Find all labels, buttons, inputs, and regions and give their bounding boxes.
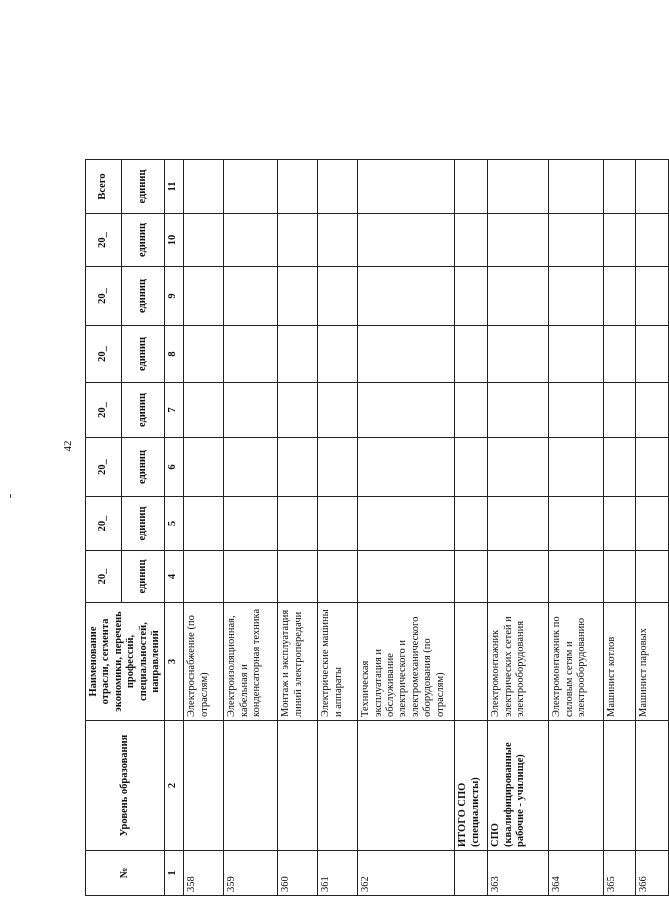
cell bbox=[455, 326, 488, 383]
scan-mark bbox=[10, 494, 11, 498]
cell bbox=[318, 326, 358, 383]
cell bbox=[358, 497, 455, 551]
column-number: 2 bbox=[165, 721, 184, 851]
row-name: Машинист паровых bbox=[636, 603, 669, 721]
cell bbox=[224, 214, 278, 267]
table-row bbox=[278, 160, 318, 896]
column-number: 9 bbox=[165, 267, 184, 326]
table-viewport bbox=[85, 0, 650, 905]
cell bbox=[358, 214, 455, 267]
cell bbox=[455, 551, 488, 603]
row-name: Электроснабжение (по отраслям) bbox=[184, 603, 224, 721]
row-number: 365 bbox=[604, 851, 636, 896]
cell bbox=[604, 383, 636, 438]
cell bbox=[318, 383, 358, 438]
cell bbox=[549, 383, 604, 438]
cell bbox=[604, 267, 636, 326]
header-name: Наименование отрасли, сегмента экономики, перечень профессий, специальностей, направлений bbox=[86, 603, 165, 721]
header-no: № bbox=[86, 851, 165, 896]
cell bbox=[224, 160, 278, 214]
column-number: 7 bbox=[165, 383, 184, 438]
row-number: 361 bbox=[318, 851, 358, 896]
cell bbox=[318, 551, 358, 603]
cell bbox=[604, 497, 636, 551]
cell bbox=[636, 551, 669, 603]
column-number-row bbox=[165, 160, 184, 896]
cell bbox=[224, 438, 278, 497]
table-row bbox=[636, 160, 669, 896]
cell bbox=[636, 160, 669, 214]
cell bbox=[184, 214, 224, 267]
header-year: 20_ bbox=[86, 551, 122, 603]
cell bbox=[184, 160, 224, 214]
header-year: 20_ bbox=[86, 438, 122, 497]
column-number: 1 bbox=[165, 851, 184, 896]
header-unit: единиц bbox=[122, 438, 165, 497]
cell bbox=[549, 326, 604, 383]
table-row bbox=[604, 160, 636, 896]
header-unit: единиц bbox=[122, 160, 165, 214]
row-number: 358 bbox=[184, 851, 224, 896]
cell bbox=[318, 438, 358, 497]
cell bbox=[549, 160, 604, 214]
cell bbox=[455, 438, 488, 497]
column-number: 3 bbox=[165, 603, 184, 721]
cell bbox=[549, 214, 604, 267]
cell bbox=[224, 267, 278, 326]
cell bbox=[184, 551, 224, 603]
cell bbox=[636, 497, 669, 551]
row-level bbox=[636, 721, 669, 851]
cell bbox=[488, 267, 549, 326]
column-number: 11 bbox=[165, 160, 184, 214]
cell bbox=[604, 326, 636, 383]
row-number: 364 bbox=[549, 851, 604, 896]
header-unit: единиц bbox=[122, 267, 165, 326]
cell bbox=[455, 214, 488, 267]
cell bbox=[455, 160, 488, 214]
cell bbox=[358, 438, 455, 497]
cell bbox=[358, 551, 455, 603]
cell bbox=[636, 214, 669, 267]
table-row bbox=[184, 160, 224, 896]
header-unit: единиц bbox=[122, 383, 165, 438]
row-name: Электромонтажник по силовым сетям и электрооборудованию bbox=[549, 603, 604, 721]
header-total: Всего bbox=[86, 160, 122, 214]
header-year: 20_ bbox=[86, 267, 122, 326]
cell bbox=[224, 326, 278, 383]
cell bbox=[636, 383, 669, 438]
cell bbox=[184, 267, 224, 326]
cell bbox=[278, 267, 318, 326]
cell bbox=[318, 214, 358, 267]
cell bbox=[488, 160, 549, 214]
cell bbox=[358, 267, 455, 326]
header-unit: единиц bbox=[122, 326, 165, 383]
cell bbox=[604, 438, 636, 497]
header-unit: единиц bbox=[122, 214, 165, 267]
row-number: 363 bbox=[488, 851, 549, 896]
rotated-sheet bbox=[85, 0, 650, 905]
cell bbox=[184, 497, 224, 551]
cell bbox=[488, 551, 549, 603]
table-row bbox=[488, 160, 549, 896]
cell bbox=[278, 438, 318, 497]
cell bbox=[636, 438, 669, 497]
row-level: ИТОГО СПО (специалисты) bbox=[455, 721, 488, 851]
cell bbox=[184, 383, 224, 438]
row-name: Электрические машины и аппараты bbox=[318, 603, 358, 721]
column-number: 6 bbox=[165, 438, 184, 497]
cell bbox=[604, 551, 636, 603]
table-row-subtotal bbox=[455, 160, 488, 896]
cell bbox=[278, 160, 318, 214]
cell bbox=[358, 160, 455, 214]
table-row bbox=[224, 160, 278, 896]
cell bbox=[278, 497, 318, 551]
cell bbox=[455, 383, 488, 438]
cell bbox=[636, 326, 669, 383]
row-number: 360 bbox=[278, 851, 318, 896]
cell bbox=[278, 326, 318, 383]
cell bbox=[278, 383, 318, 438]
column-number: 10 bbox=[165, 214, 184, 267]
cell bbox=[358, 326, 455, 383]
header-year: 20_ bbox=[86, 326, 122, 383]
row-number: 366 bbox=[636, 851, 669, 896]
column-number: 4 bbox=[165, 551, 184, 603]
row-level bbox=[318, 721, 358, 851]
cell bbox=[636, 267, 669, 326]
registry-table bbox=[85, 159, 669, 896]
row-name: Электромонтажник электрических сетей и электрооборудования bbox=[488, 603, 549, 721]
cell bbox=[224, 383, 278, 438]
row-number bbox=[455, 851, 488, 896]
header-year: 20_ bbox=[86, 214, 122, 267]
row-name: Электроизоляционная, кабельная и конденсаторная техника bbox=[224, 603, 278, 721]
header-unit: единиц bbox=[122, 497, 165, 551]
header-level: Уровень образования bbox=[86, 721, 165, 851]
row-number: 359 bbox=[224, 851, 278, 896]
cell bbox=[318, 497, 358, 551]
row-level bbox=[604, 721, 636, 851]
cell bbox=[224, 551, 278, 603]
cell bbox=[604, 160, 636, 214]
header-year: 20_ bbox=[86, 497, 122, 551]
cell bbox=[455, 267, 488, 326]
row-level bbox=[278, 721, 318, 851]
cell bbox=[318, 267, 358, 326]
header-year: 20_ bbox=[86, 383, 122, 438]
cell bbox=[488, 214, 549, 267]
page-number: 42 bbox=[62, 440, 74, 452]
cell bbox=[488, 497, 549, 551]
row-name: Монтаж и эксплуатация линий электропередачи bbox=[278, 603, 318, 721]
cell bbox=[549, 551, 604, 603]
row-level bbox=[358, 721, 455, 851]
table-row bbox=[358, 160, 455, 896]
cell bbox=[488, 383, 549, 438]
row-level: СПО (квалифицированные рабочие - училище) bbox=[488, 721, 549, 851]
cell bbox=[278, 214, 318, 267]
row-number: 362 bbox=[358, 851, 455, 896]
cell bbox=[549, 438, 604, 497]
cell bbox=[488, 438, 549, 497]
row-level bbox=[224, 721, 278, 851]
cell bbox=[278, 551, 318, 603]
row-name: Машинист котлов bbox=[604, 603, 636, 721]
cell bbox=[358, 383, 455, 438]
header-unit: единиц bbox=[122, 551, 165, 603]
cell bbox=[455, 497, 488, 551]
cell bbox=[224, 497, 278, 551]
cell bbox=[549, 497, 604, 551]
table-row bbox=[318, 160, 358, 896]
table-row bbox=[549, 160, 604, 896]
row-level bbox=[549, 721, 604, 851]
column-number: 5 bbox=[165, 497, 184, 551]
cell bbox=[318, 160, 358, 214]
cell bbox=[549, 267, 604, 326]
column-number: 8 bbox=[165, 326, 184, 383]
cell bbox=[184, 326, 224, 383]
cell bbox=[488, 326, 549, 383]
cell bbox=[184, 438, 224, 497]
row-name: Техническая эксплуатация и обслуживание электрического и электромеханического оборудования (по отраслям) bbox=[358, 603, 455, 721]
row-name bbox=[455, 603, 488, 721]
cell bbox=[604, 214, 636, 267]
row-level bbox=[184, 721, 224, 851]
